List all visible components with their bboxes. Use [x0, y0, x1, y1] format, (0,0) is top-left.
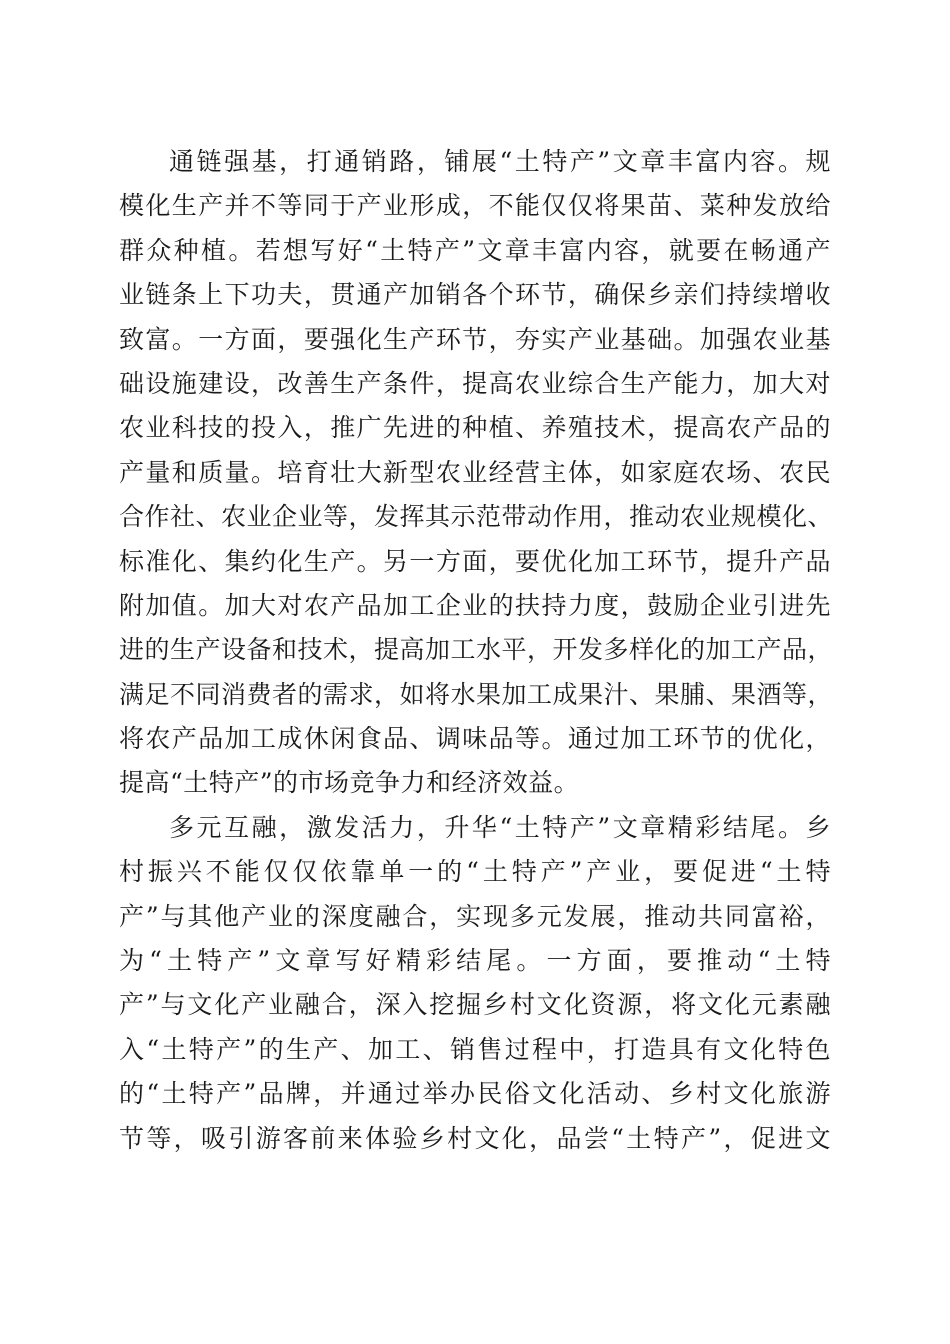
text-line: 标准化、集约化生产。另一方面，要优化加工环节，提升产品 — [119, 546, 831, 576]
text-line: 合作社、农业企业等，发挥其示范带动作用，推动农业规模化、 — [119, 502, 834, 532]
text-line: 满足不同消费者的需求，如将水果加工成果汁、果脯、果酒等， — [119, 679, 834, 709]
paragraph-integration — [119, 806, 831, 1161]
paragraph-supply-chain — [119, 140, 834, 806]
text-line: 础设施建设，改善生产条件，提高农业综合生产能力，加大对 — [119, 368, 831, 398]
text-line: 为“土特产”文章写好精彩结尾。一方面，要推动“土特 — [119, 946, 831, 976]
text-line: 产量和质量。培育壮大新型农业经营主体，如家庭农场、农民 — [119, 457, 831, 487]
text-line: 产”与文化产业融合，深入挖掘乡村文化资源，将文化元素融 — [119, 990, 831, 1020]
text-line: 的“土特产”品牌，并通过举办民俗文化活动、乡村文化旅游 — [119, 1079, 831, 1109]
text-line: 节等，吸引游客前来体验乡村文化，品尝“土特产”，促进文 — [119, 1123, 831, 1153]
text-line: 农业科技的投入，推广先进的种植、养殖技术，提高农产品的 — [119, 413, 831, 443]
text-line: 附加值。加大对农产品加工企业的扶持力度，鼓励企业引进先 — [119, 590, 831, 620]
text-line: 模化生产并不等同于产业形成，不能仅仅将果苗、菜种发放给 — [119, 191, 831, 221]
text-line: 多元互融，激发活力，升华“土特产”文章精彩结尾。乡 — [169, 812, 831, 842]
text-line: 进的生产设备和技术，提高加工水平，开发多样化的加工产品， — [119, 635, 834, 665]
text-line: 提高“土特产”的市场竞争力和经济效益。 — [119, 768, 580, 798]
text-line: 将农产品加工成休闲食品、调味品等。通过加工环节的优化， — [119, 724, 831, 754]
text-line: 业链条上下功夫，贯通产加销各个环节，确保乡亲们持续增收 — [119, 280, 831, 310]
text-line: 入“土特产”的生产、加工、销售过程中，打造具有文化特色 — [119, 1034, 831, 1064]
text-line: 致富。一方面，要强化生产环节，夯实产业基础。加强农业基 — [119, 324, 831, 354]
text-line: 通链强基，打通销路，铺展“土特产”文章丰富内容。规 — [169, 147, 831, 176]
text-line: 村振兴不能仅仅依靠单一的“土特产”产业，要促进“土特 — [119, 857, 831, 887]
text-line: 产”与其他产业的深度融合，实现多元发展，推动共同富裕， — [119, 901, 831, 931]
text-column — [119, 140, 834, 1161]
text-line: 群众种植。若想写好“土特产”文章丰富内容，就要在畅通产 — [119, 235, 831, 265]
